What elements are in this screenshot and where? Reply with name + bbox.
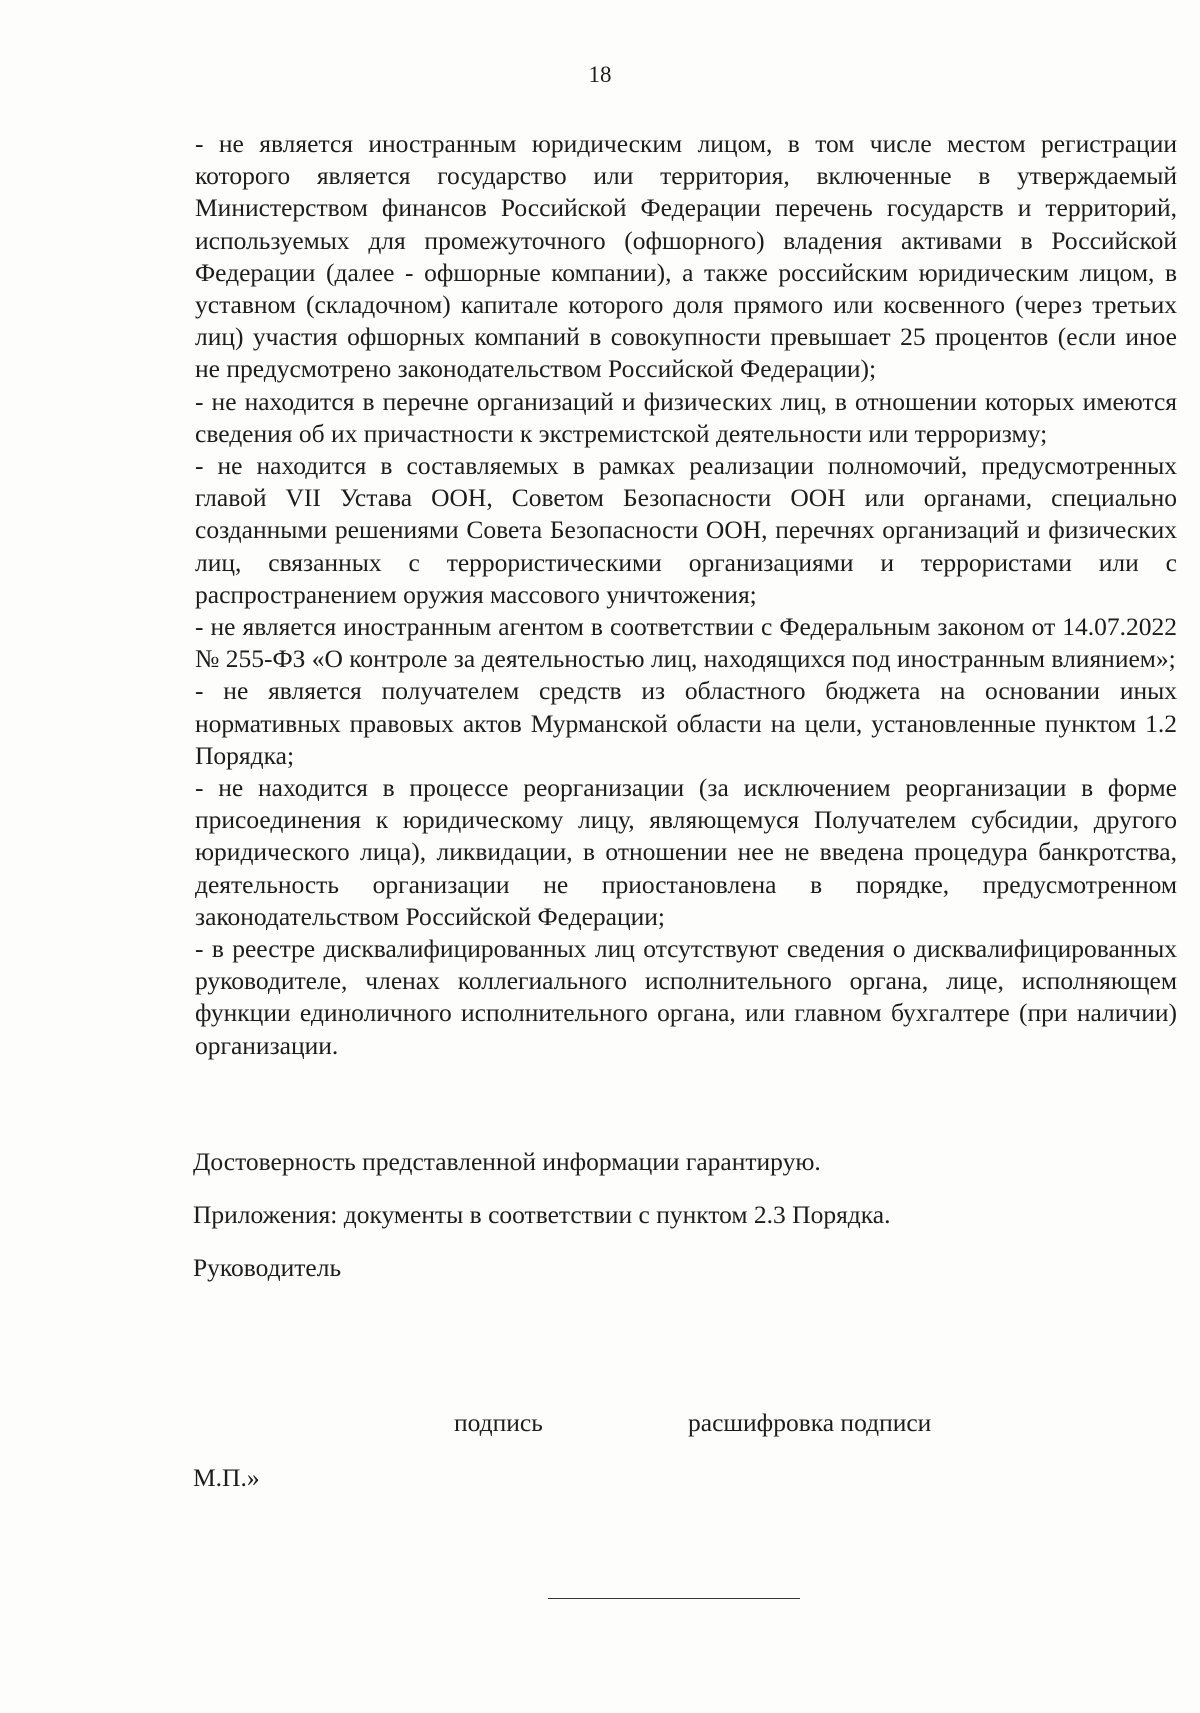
- head-label: Руководитель: [193, 1253, 342, 1282]
- page-number: 18: [588, 62, 612, 87]
- eligibility-conditions-list: [195, 128, 1177, 1062]
- attachments-statement: Приложения: документы в соответствии с пунктом 2.3 Порядка.: [193, 1200, 891, 1229]
- condition-disqualified-persons: - в реестре дисквалифицированных лиц отсутствуют сведения о дисквалифицированных руководителе, членах коллегиального исполнительного органа, лице, исполняющем функции единоличного исполнительного органа, или главном бухгалтере (при наличии) организации.: [195, 934, 1177, 1060]
- condition-extremism-list: - не находится в перечне организаций и физических лиц, в отношении которых имеются сведения об их причастности к экстремистской деятельности или терроризму;: [195, 386, 1177, 448]
- condition-offshore: - не является иностранным юридическим лицом, в том числе местом регистрации которого является государство или территория, включенные в утверждаемый Министерством финансов Российской Федерации перечень государств и территорий, используемых для промежуточного (офшорного) владения активами в Российской Федерации (далее - офшорные компании), а также российским юридическим лицом, в уставном (складочном) капитале которого доля прямого или косвенного (через третьих лиц) участия офшорных компаний в совокупности превышает 25 процентов (если иное не предусмотрено законодательством Российской Федерации);: [195, 129, 1177, 384]
- condition-foreign-agent: - не является иностранным агентом в соответствии с Федеральным законом от 14.07.2022 № 255-ФЗ «О контроле за деятельностью лиц, находящихся под иностранным влиянием»;: [195, 612, 1177, 674]
- reliability-statement: Достоверность представленной информации гарантирую.: [193, 1147, 821, 1176]
- footer-rule: [548, 1598, 800, 1599]
- signature-decoding-caption: расшифровка подписи: [688, 1408, 932, 1437]
- condition-reorganization: - не находится в процессе реорганизации (за исключением реорганизации в форме присоединения к юридическому лицу, являющемуся Получателем субсидии, другого юридического лица), ликвидации, в отношении нее не введена процедура банкротства, деятельность организации не приостановлена в порядке, предусмотренном законодательством Российской Федерации;: [195, 773, 1177, 931]
- signature-caption: подпись: [454, 1408, 543, 1437]
- condition-other-budget-funds: - не является получателем средств из областного бюджета на основании иных нормативных правовых актов Мурманской области на цели, установленные пунктом 1.2 Порядка;: [195, 676, 1177, 770]
- condition-un-sanctions-list: - не находится в составляемых в рамках реализации полномочий, предусмотренных главой VII Устава ООН, Советом Безопасности ООН или органами, специально созданными решениями Совета Безопасности ООН, перечнях организаций и физических лиц, связанных с террористическими организациями и террористами или с распространением оружия массового уничтожения;: [195, 451, 1177, 609]
- seal-label: М.П.»: [193, 1463, 260, 1492]
